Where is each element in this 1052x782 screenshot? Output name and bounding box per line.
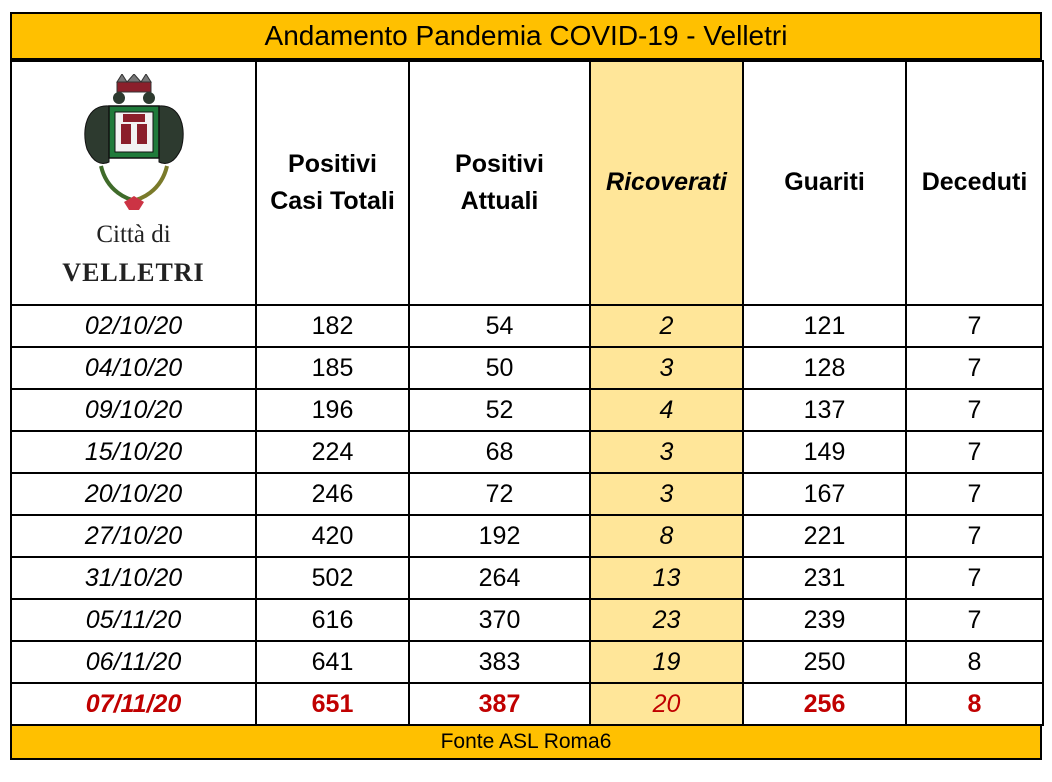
positivi-totali-cell: 420 (256, 515, 409, 557)
positivi-totali-cell: 196 (256, 389, 409, 431)
header-deceduti: Deceduti (906, 61, 1043, 305)
deceduti-cell: 7 (906, 389, 1043, 431)
coat-of-arms-icon (79, 74, 189, 214)
guariti-cell: 239 (743, 599, 906, 641)
positivi-totali-cell: 651 (256, 683, 409, 725)
ricoverati-cell: 3 (590, 431, 743, 473)
deceduti-cell: 8 (906, 683, 1043, 725)
source-footer: Fonte ASL Roma6 (10, 726, 1042, 760)
positivi-attuali-cell: 370 (409, 599, 590, 641)
date-cell: 31/10/20 (11, 557, 256, 599)
deceduti-cell: 7 (906, 347, 1043, 389)
table-title: Andamento Pandemia COVID-19 - Velletri (10, 12, 1042, 60)
header-positivi-totali-line2: Casi Totali (270, 187, 395, 215)
ricoverati-cell: 2 (590, 305, 743, 347)
table-row (11, 347, 1043, 389)
deceduti-cell: 7 (906, 599, 1043, 641)
covid-table-sheet (10, 12, 1042, 760)
logo-name-line: VELLETRI (62, 258, 205, 288)
table-row (11, 305, 1043, 347)
guariti-cell: 221 (743, 515, 906, 557)
guariti-cell: 137 (743, 389, 906, 431)
ricoverati-cell: 4 (590, 389, 743, 431)
positivi-totali-cell: 616 (256, 599, 409, 641)
positivi-totali-cell: 224 (256, 431, 409, 473)
positivi-attuali-cell: 54 (409, 305, 590, 347)
deceduti-cell: 8 (906, 641, 1043, 683)
positivi-attuali-cell: 72 (409, 473, 590, 515)
table-row (11, 515, 1043, 557)
positivi-attuali-cell: 383 (409, 641, 590, 683)
data-table (10, 60, 1044, 726)
city-logo (11, 61, 256, 305)
ricoverati-cell: 23 (590, 599, 743, 641)
guariti-cell: 149 (743, 431, 906, 473)
header-row (11, 61, 1043, 305)
date-cell: 02/10/20 (11, 305, 256, 347)
header-positivi-attuali-line2: Attuali (460, 187, 539, 215)
date-cell: 04/10/20 (11, 347, 256, 389)
header-positivi-totali (256, 61, 409, 305)
positivi-attuali-cell: 387 (409, 683, 590, 725)
ricoverati-cell: 20 (590, 683, 743, 725)
table-row (11, 431, 1043, 473)
positivi-totali-cell: 502 (256, 557, 409, 599)
logo-city-line: Città di (96, 220, 171, 248)
date-cell: 27/10/20 (11, 515, 256, 557)
date-cell: 20/10/20 (11, 473, 256, 515)
table-row (11, 641, 1043, 683)
header-positivi-totali-line1: Positivi (288, 149, 377, 178)
positivi-attuali-cell: 192 (409, 515, 590, 557)
guariti-cell: 121 (743, 305, 906, 347)
guariti-cell: 250 (743, 641, 906, 683)
header-positivi-attuali (409, 61, 590, 305)
guariti-cell: 231 (743, 557, 906, 599)
positivi-attuali-cell: 50 (409, 347, 590, 389)
date-cell: 05/11/20 (11, 599, 256, 641)
ricoverati-cell: 19 (590, 641, 743, 683)
guariti-cell: 256 (743, 683, 906, 725)
guariti-cell: 167 (743, 473, 906, 515)
table-body (11, 305, 1043, 725)
positivi-totali-cell: 246 (256, 473, 409, 515)
positivi-attuali-cell: 264 (409, 557, 590, 599)
table-row (11, 557, 1043, 599)
date-cell: 15/10/20 (11, 431, 256, 473)
positivi-attuali-cell: 68 (409, 431, 590, 473)
deceduti-cell: 7 (906, 515, 1043, 557)
table-row (11, 599, 1043, 641)
deceduti-cell: 7 (906, 431, 1043, 473)
positivi-totali-cell: 185 (256, 347, 409, 389)
date-cell: 07/11/20 (11, 683, 256, 725)
table-row (11, 473, 1043, 515)
positivi-attuali-cell: 52 (409, 389, 590, 431)
table-row (11, 389, 1043, 431)
guariti-cell: 128 (743, 347, 906, 389)
date-cell: 06/11/20 (11, 641, 256, 683)
positivi-totali-cell: 641 (256, 641, 409, 683)
deceduti-cell: 7 (906, 557, 1043, 599)
ricoverati-cell: 13 (590, 557, 743, 599)
header-guariti: Guariti (743, 61, 906, 305)
deceduti-cell: 7 (906, 473, 1043, 515)
positivi-totali-cell: 182 (256, 305, 409, 347)
ricoverati-cell: 3 (590, 473, 743, 515)
header-ricoverati: Ricoverati (590, 61, 743, 305)
date-cell: 09/10/20 (11, 389, 256, 431)
latest-table-row (11, 683, 1043, 725)
ricoverati-cell: 3 (590, 347, 743, 389)
header-positivi-attuali-line1: Positivi (455, 149, 544, 178)
deceduti-cell: 7 (906, 305, 1043, 347)
ricoverati-cell: 8 (590, 515, 743, 557)
